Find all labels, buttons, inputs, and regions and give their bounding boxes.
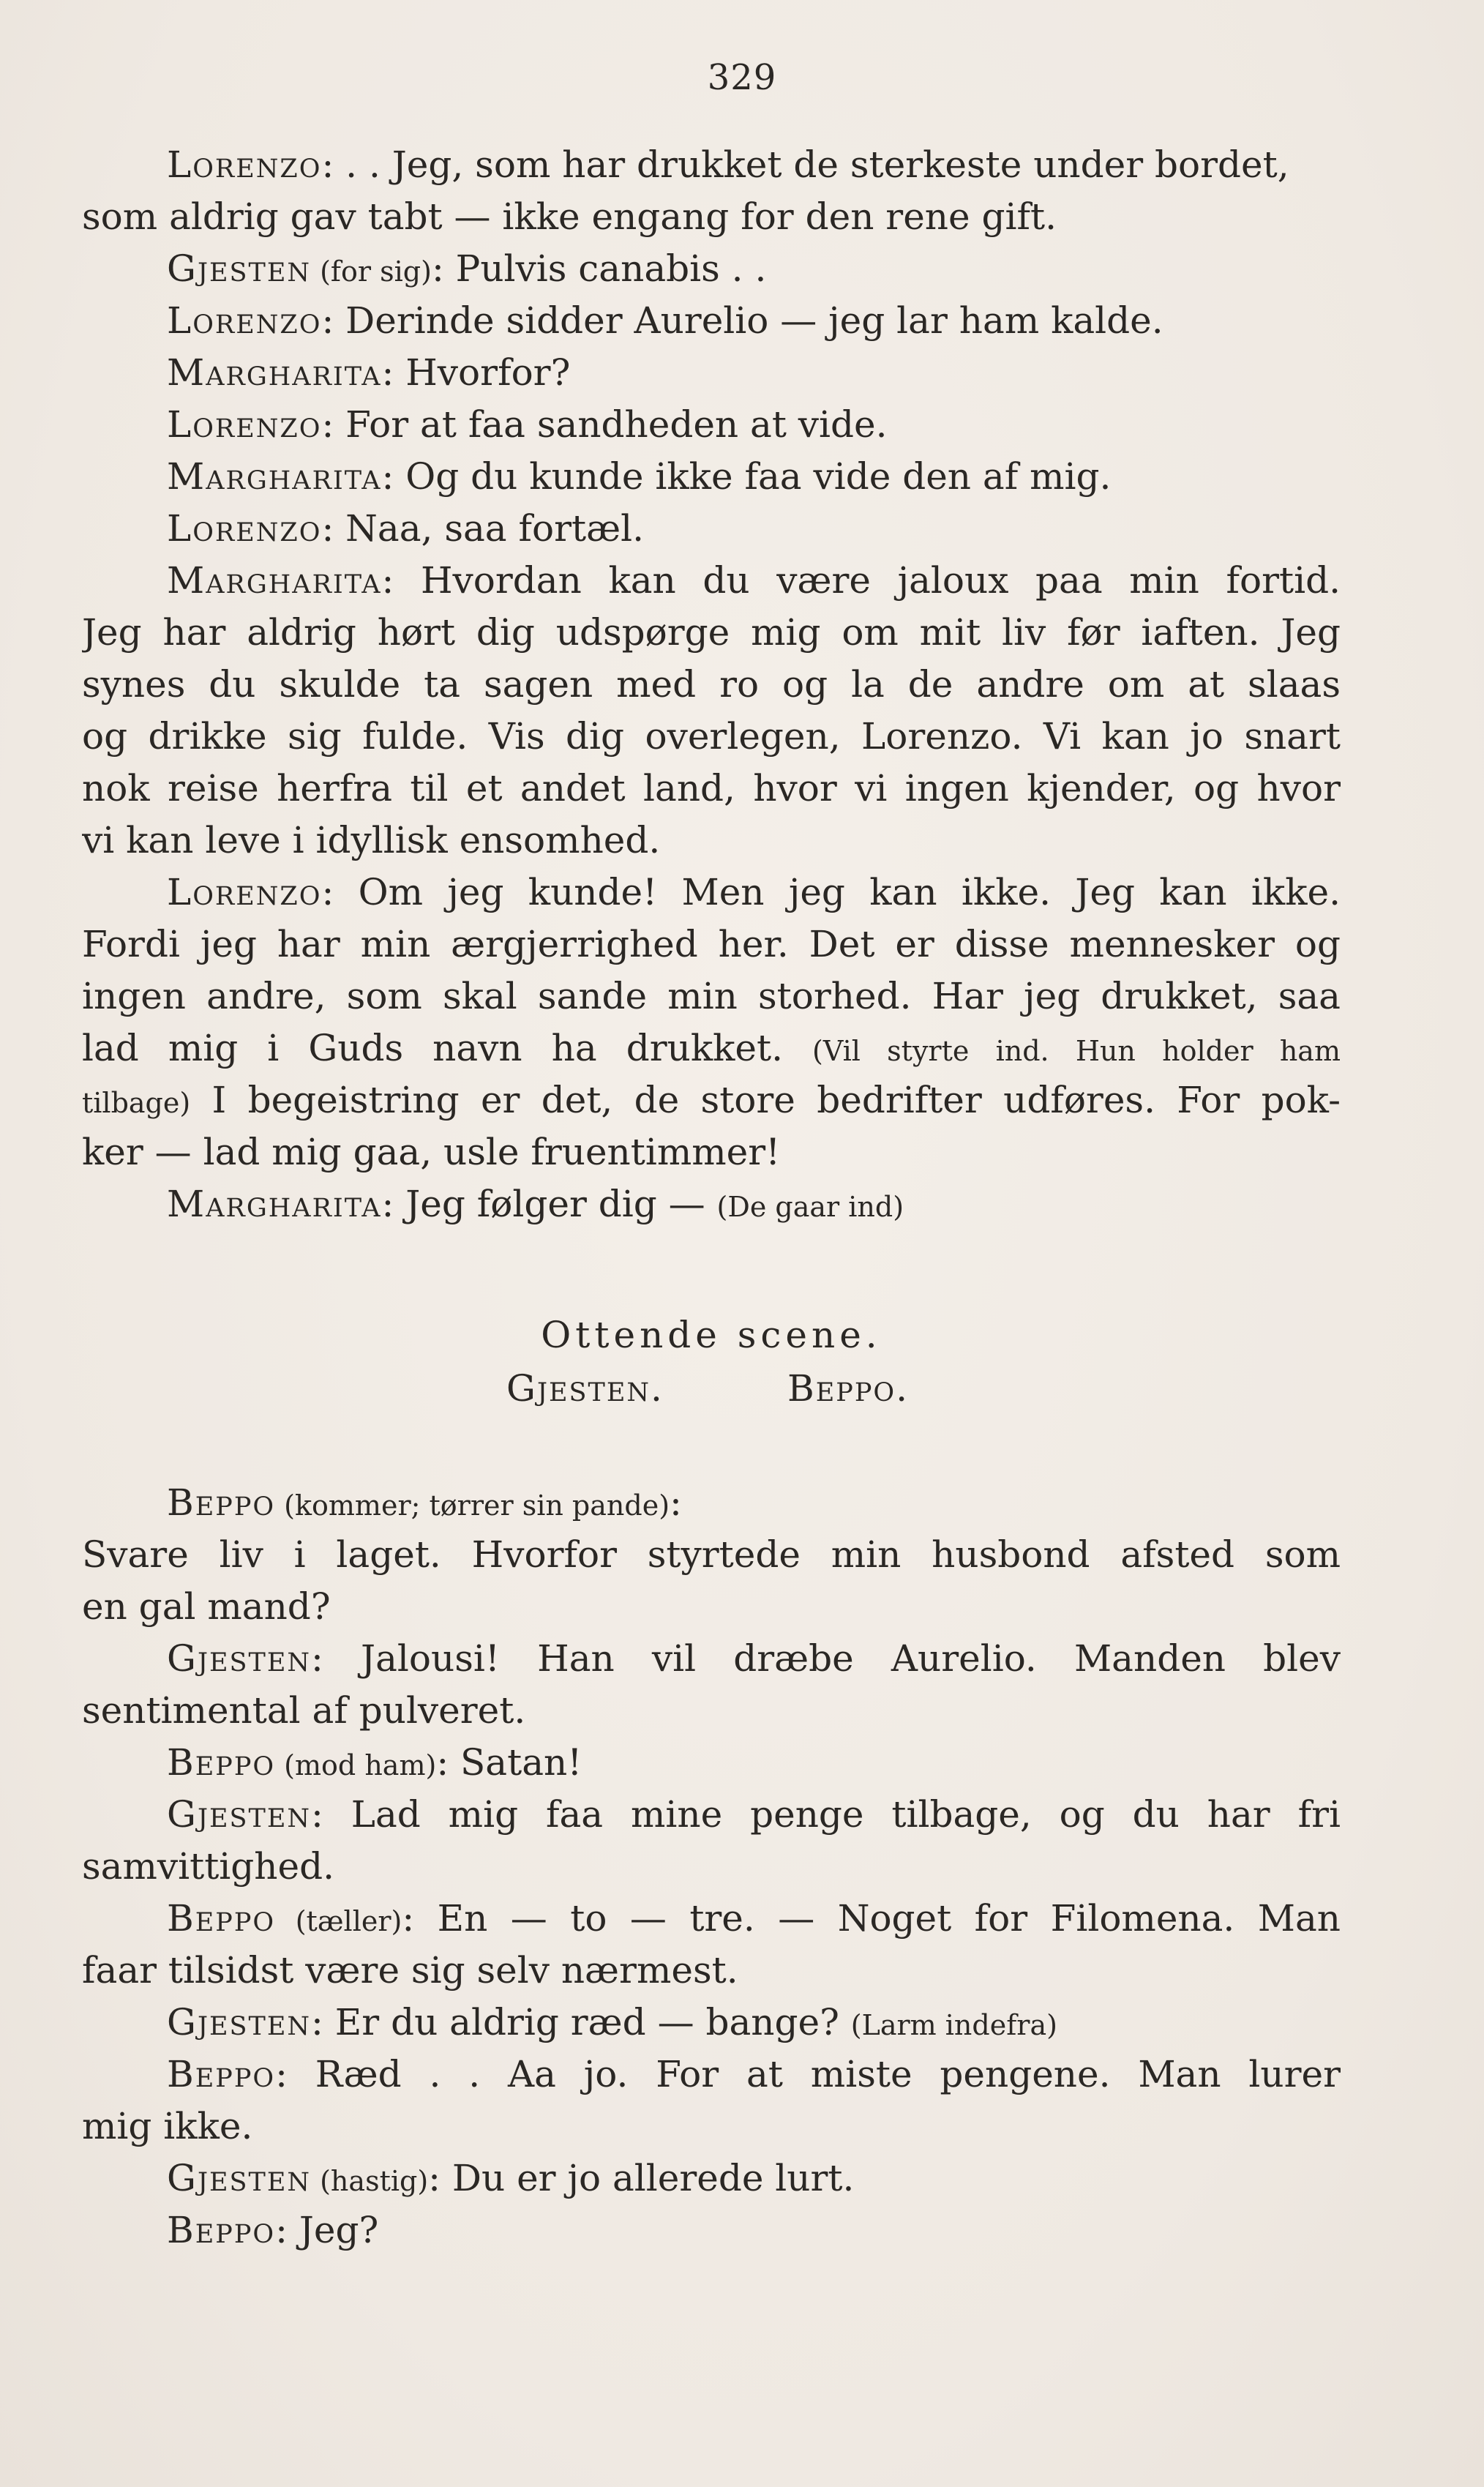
dialogue-text: nok reise herfra til et andet land, hvor vi ingen kjender, og hvor (82, 767, 1341, 809)
dialogue-text: : En — to — tre. — Noget for Filomena. Man (402, 1897, 1341, 1940)
text-line (82, 815, 1341, 867)
text-line (82, 659, 1341, 711)
dialogue-text: som aldrig gav tabt — ikke engang for den rene gift. (82, 195, 1057, 238)
speaker-name: Gjesten (167, 247, 312, 290)
text-line (82, 1529, 1341, 1581)
dialogue-text: ker — lad mig gaa, usle fruentimmer! (82, 1131, 781, 1173)
stage-direction: (Larm indefra) (850, 2009, 1057, 2041)
text-line (82, 347, 1341, 399)
dialogue-text: sentimental af pulveret. (82, 1689, 526, 1732)
text-line (82, 1633, 1341, 1685)
speaker-name: Lorenzo (167, 143, 322, 186)
text-line (82, 295, 1341, 347)
text-line (82, 1685, 1341, 1737)
page-number: 329 (707, 57, 777, 98)
speaker-name: Gjesten (167, 1637, 312, 1680)
text-line (82, 243, 1341, 295)
speaker-name: Margharita (167, 351, 382, 394)
scene-character-beppo: Beppo. (787, 1367, 909, 1410)
dialogue-text: I begeistring er det, de store bedrifter udføres. For pok- (190, 1079, 1341, 1121)
dialogue-text: : Ræd . . Aa jo. For at miste pengene. Man lurer (275, 2053, 1341, 2095)
dialogue-text: og drikke sig fulde. Vis dig overlegen, Lorenzo. Vi kan jo snart (82, 715, 1341, 758)
text-line (82, 1022, 1341, 1074)
text-line (82, 1178, 1341, 1230)
stage-direction: (De gaar ind) (716, 1191, 904, 1223)
text-line (82, 1841, 1341, 1893)
dialogue-text: synes du skulde ta sagen med ro og la de andre om at slaas (82, 663, 1341, 706)
speaker-name: Margharita (167, 1183, 382, 1225)
speaker-name: Lorenzo (167, 871, 322, 913)
text-line (82, 1477, 1341, 1529)
speaker-name: Margharita (167, 455, 382, 498)
dialogue-text: : Satan! (436, 1741, 582, 1784)
text-line (82, 191, 1341, 243)
speaker-name: Gjesten (167, 2157, 312, 2199)
dialogue-text: : Derinde sidder Aurelio — jeg lar ham kalde. (321, 299, 1163, 342)
dialogue-text: : (670, 1481, 682, 1524)
dialogue-text: vi kan leve i idyllisk ensomhed. (82, 819, 661, 861)
scene-character-gjesten: Gjesten. (506, 1367, 664, 1410)
text-line (82, 867, 1341, 919)
dialogue-text: : Hvordan kan du være jaloux paa min fortid. (381, 559, 1341, 602)
speaker-name: Beppo (167, 1741, 276, 1784)
scene-spacer-2 (82, 1415, 1341, 1477)
stage-direction: (kommer; tørrer sin pande) (275, 1489, 670, 1522)
text-line (82, 2204, 1341, 2256)
page-text (82, 139, 1341, 2256)
speaker-name: Beppo (167, 2209, 276, 2251)
text-line (82, 1737, 1341, 1789)
scene-spacer (82, 1230, 1341, 1309)
text-line (82, 971, 1341, 1022)
text-line (82, 763, 1341, 815)
dialogue-text: : Jeg følger dig — (381, 1183, 717, 1225)
text-line (82, 1945, 1341, 1997)
dialogue-text: : Naa, saa fortæl. (321, 507, 644, 550)
dialogue-text: lad mig i Guds navn ha drukket. (82, 1027, 813, 1069)
stage-direction: (tæller) (275, 1905, 402, 1937)
text-line (82, 555, 1341, 607)
text-line (82, 1581, 1341, 1633)
text-line (82, 1074, 1341, 1126)
text-line (82, 1893, 1341, 1945)
dialogue-text: : For at faa sandheden at vide. (321, 403, 888, 446)
dialogue-text: : Om jeg kunde! Men jeg kan ikke. Jeg kan ikke. (321, 871, 1341, 913)
speaker-name: Beppo (167, 2053, 276, 2095)
stage-direction: (Vil styrte ind. Hun holder ham (812, 1035, 1341, 1067)
text-line (82, 1997, 1341, 2049)
stage-direction: (hastig) (311, 2165, 429, 2197)
dialogue-text: ingen andre, som skal sande min storhed. Har jeg drukket, saa (82, 975, 1341, 1017)
scene-title: Ottende scene. (541, 1314, 882, 1356)
dialogue-text: samvittighed. (82, 1845, 334, 1888)
dialogue-text: Jeg har aldrig hørt dig udspørge mig om mit liv før iaften. Jeg (82, 611, 1341, 654)
dialogue-text: en gal mand? (82, 1585, 331, 1628)
text-line (82, 1126, 1341, 1178)
stage-direction: (mod ham) (275, 1749, 437, 1781)
dialogue-block-b (82, 1477, 1341, 2256)
dialogue-text: : Hvorfor? (381, 351, 571, 394)
dialogue-text: mig ikke. (82, 2105, 253, 2147)
text-line (82, 919, 1341, 971)
text-line (82, 139, 1341, 191)
text-line (82, 2101, 1341, 2153)
text-line (82, 451, 1341, 503)
dialogue-block-a (82, 139, 1341, 1230)
speaker-name: Lorenzo (167, 299, 322, 342)
text-line (82, 2153, 1341, 2204)
dialogue-text: Svare liv i laget. Hvorfor styrtede min husbond afsted som (82, 1533, 1341, 1576)
speaker-name: Beppo (167, 1897, 276, 1940)
stage-direction: tilbage) (82, 1087, 191, 1119)
text-line (82, 2049, 1341, 2101)
text-line (82, 711, 1341, 763)
dialogue-text: : Du er jo allerede lurt. (428, 2157, 855, 2199)
speaker-name: Lorenzo (167, 403, 322, 446)
stage-direction: (for sig) (311, 255, 432, 288)
dialogue-text: Fordi jeg har min ærgjerrighed her. Det er disse mennesker og (82, 923, 1341, 965)
speaker-name: Gjesten (167, 2001, 312, 2043)
text-line (82, 1789, 1341, 1841)
dialogue-text: : Jeg? (275, 2209, 379, 2251)
dialogue-text: : Og du kunde ikke faa vide den af mig. (381, 455, 1112, 498)
scene-characters (82, 1361, 1341, 1415)
text-line (82, 503, 1341, 555)
text-line (82, 607, 1341, 659)
speaker-name: Lorenzo (167, 507, 322, 550)
dialogue-text: faar tilsidst være sig selv nærmest. (82, 1949, 738, 1992)
speaker-name: Gjesten (167, 1793, 312, 1836)
dialogue-text: : Pulvis canabis . . (431, 247, 767, 290)
speaker-name: Margharita (167, 559, 382, 602)
dialogue-text: : Lad mig faa mine penge tilbage, og du har fri (311, 1793, 1341, 1836)
speaker-name: Beppo (167, 1481, 276, 1524)
dialogue-text: : . . Jeg, som har drukket de sterkeste under bordet, (321, 143, 1289, 186)
dialogue-text: : Er du aldrig ræd — bange? (311, 2001, 851, 2043)
dialogue-text: : Jalousi! Han vil dræbe Aurelio. Manden blev (311, 1637, 1341, 1680)
text-line (82, 399, 1341, 451)
